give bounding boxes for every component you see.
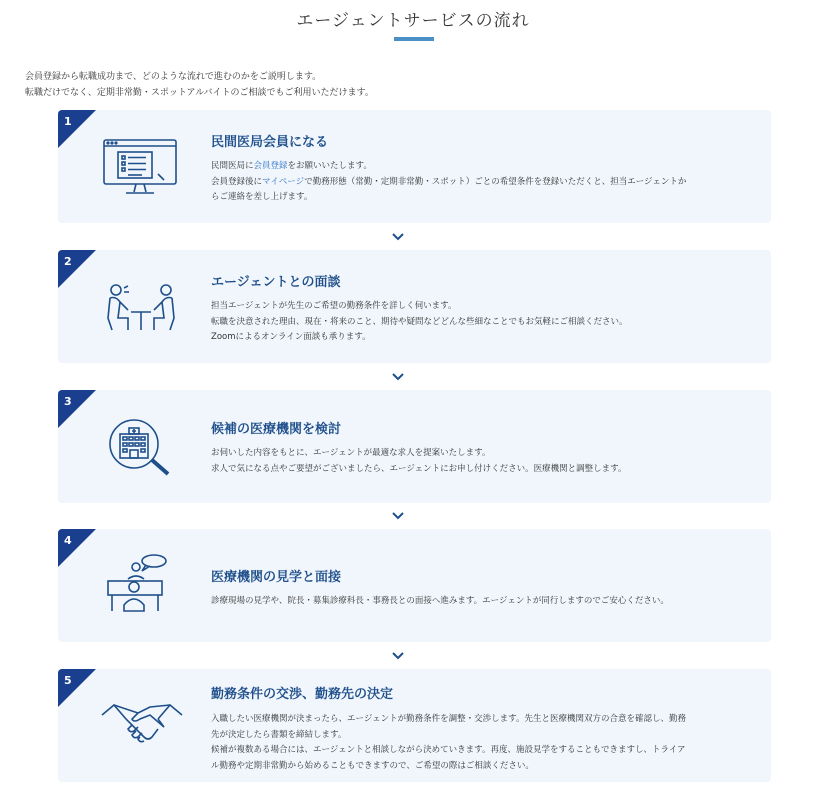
member-registration-link[interactable]: 会員登録 [253,161,288,171]
two-people-meeting-icon [98,274,186,338]
step-title: 候補の医療機関を検討 [211,422,342,437]
step-body [211,159,751,206]
step-body-line: ル勤務や定期非常勤から始めることもできますので、ご希望の際はご相談ください。 [211,760,534,771]
interview-icon [98,553,186,617]
step-title: 民間医局会員になる [211,135,329,150]
step-card-5 [58,669,771,782]
intro-text [25,69,374,101]
title-underline [394,37,434,41]
chevron-down-icon [391,651,405,661]
step-body-line: 求人で気になる点やご要望がございましたら、エージェントにお申し付けください。医療機関と調整します。 [211,463,627,474]
chevron-down-icon [391,372,405,382]
text-segment: をお願いいたします。 [287,161,372,171]
step-number: 3 [64,395,72,408]
magnifier-hospital-icon [98,414,186,478]
step-title: 勤務条件の交渉、勤務先の決定 [211,687,394,702]
step-body-line: 先が決定したら書類を締結します。 [211,729,347,740]
text-segment: 民間医局に [211,161,254,171]
mypage-link[interactable]: マイページ [262,176,305,187]
step-body [211,446,751,477]
step-title: エージェントとの面談 [211,275,341,290]
step-body-line: 入職したい医療機関が決まったら、エージェントが勤務条件を調整・交渉します。先生と医療機関双方の合意を確認し、勤務 [211,714,686,724]
step-body [211,712,751,774]
step-number: 2 [64,255,72,268]
step-title: 医療機関の見学と面接 [211,570,342,585]
step-body-line: 転職を決意された理由、現在・将来のこと、期待や疑問などどんな些細なことでもお気軽にご相談ください。 [211,316,628,327]
step-body-line [211,159,751,175]
step-body-line: らご連絡を差し上げます。 [211,192,313,202]
chevron-down-icon [391,232,405,242]
step-number: 4 [64,534,72,547]
step-body [211,299,751,346]
intro-line-2: 転職だけでなく、定期非常勤・スポットアルバイトのご相談でもご利用いただけます。 [25,88,374,98]
step-number: 5 [64,674,72,687]
text-segment: 会員登録後に [211,176,263,187]
step-card-2 [58,250,771,363]
step-body-line: Zoomによるオンライン面談も承ります。 [211,332,371,342]
step-card-3 [58,390,771,503]
step-body-line: お伺いした内容をもとに、エージェントが最適な求人を提案いたします。 [211,448,491,458]
step-card-1 [58,110,771,223]
text-segment: で勤務形態（常勤・定期非常勤・スポット）ごとの希望条件を登録いただくと、担当エージェントか [304,176,687,187]
intro-line-1: 会員登録から転職成功まで、どのような流れで進むのかをご説明します。 [25,72,322,82]
handshake-icon [98,693,186,757]
chevron-down-icon [391,511,405,521]
page-title: エージェントサービスの流れ [296,11,530,31]
step-body [211,594,751,610]
computer-monitor-icon [98,134,186,198]
step-body-line: 候補が複数ある場合には、エージェントと相談しながら決めていきます。再度、施設見学をすることもできますし、トライア [211,745,686,755]
step-card-4 [58,529,771,642]
step-body-line: 診療現場の見学や、院長・募集診療科長・事務長との面接へ進みます。エージェントが同行しますのでご安心ください。 [211,596,669,606]
step-number: 1 [64,115,72,128]
step-body-line: 担当エージェントが先生のご希望の勤務条件を詳しく伺います。 [211,301,457,311]
step-body-line [211,175,751,191]
